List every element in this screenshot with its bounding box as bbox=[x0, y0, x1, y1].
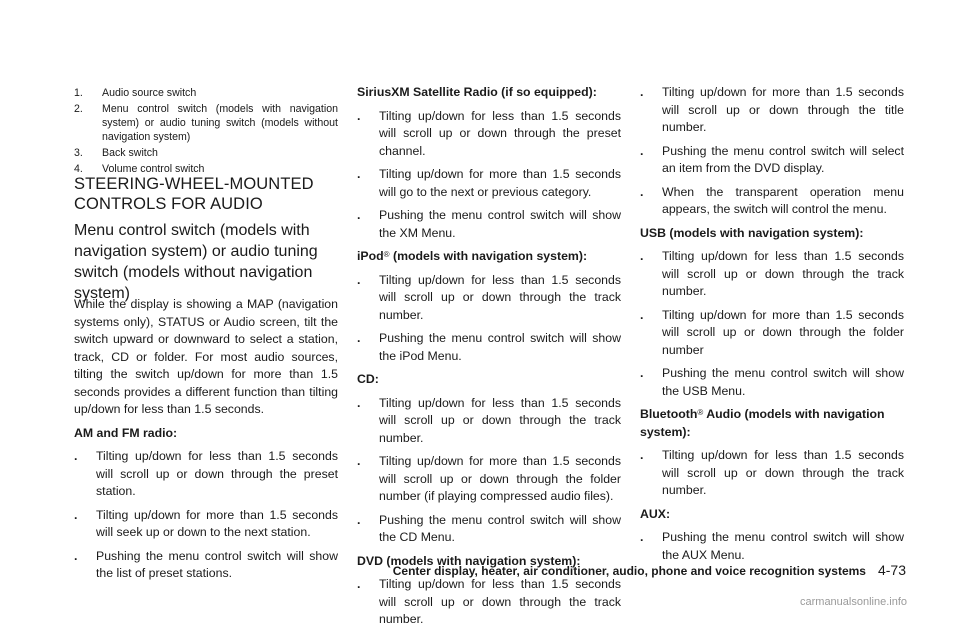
bullet: . bbox=[357, 108, 361, 123]
siriusxm-title: SiriusXM Satellite Radio (if so equipped): bbox=[357, 85, 597, 99]
list-item: . Tilting up/down for less than 1.5 seconds will scroll up or down through the track number. bbox=[357, 576, 621, 629]
bullet: . bbox=[640, 143, 644, 158]
aux-title: AUX: bbox=[640, 506, 671, 521]
bullet: . bbox=[640, 366, 644, 380]
dvd-title: DVD (models with navigation system): bbox=[357, 553, 581, 568]
list-item: . Pushing the menu control switch will show the XM Menu. bbox=[357, 207, 621, 242]
section-heading: STEERING-WHEEL-MOUNTED CONTROLS FOR AUDIO bbox=[74, 175, 314, 213]
bullet: . bbox=[640, 448, 644, 462]
list-item: . Tilting up/down for more than 1.5 seconds will seek up or down to the next station. bbox=[74, 507, 338, 542]
subsection-heading: Menu control switch (models with navigation system) or audio tuning switch (models without navigation system) bbox=[74, 222, 318, 302]
column-left-body bbox=[74, 296, 338, 589]
list-item: . Pushing the menu control switch will show the AUX Menu. bbox=[640, 529, 904, 564]
list-item: . Pushing the menu control switch will show the iPod Menu. bbox=[357, 330, 621, 365]
list-item: . When the transparent operation menu appears, the switch will control the menu. bbox=[640, 184, 904, 219]
list-item: . Pushing the menu control switch will show the CD Menu. bbox=[357, 512, 621, 547]
list-item: . Tilting up/down for less than 1.5 seconds will scroll up or down through the track number. bbox=[357, 395, 621, 448]
list-item: . Tilting up/down for less than 1.5 seconds will scroll up or down through the track number. bbox=[640, 248, 904, 301]
bullet: . bbox=[640, 184, 644, 199]
watermark: carmanualsonline.info bbox=[800, 596, 908, 608]
bullet: . bbox=[74, 507, 78, 522]
column-right-body bbox=[640, 84, 904, 570]
bullet: . bbox=[357, 577, 361, 591]
list-item: . Pushing the menu control switch will show the USB Menu. bbox=[640, 365, 904, 400]
list-item: . Tilting up/down for more than 1.5 seconds will go to the next or previous category. bbox=[357, 166, 621, 201]
bullet: . bbox=[640, 530, 644, 544]
list-item: . Tilting up/down for more than 1.5 seconds will scroll up or down through the title number. bbox=[640, 84, 904, 137]
am-fm-title: AM and FM radio: bbox=[74, 425, 178, 440]
column-middle-body bbox=[357, 84, 621, 635]
list-item: 1. Audio source switch bbox=[74, 87, 197, 99]
bullet: . bbox=[640, 249, 644, 263]
bullet: . bbox=[357, 167, 361, 181]
list-item: . Tilting up/down for more than 1.5 seconds will scroll up or down through the folder number bbox=[640, 307, 904, 360]
footer-chapter-title: Center display, heater, air conditioner, audio, phone and voice recognition systems bbox=[392, 564, 866, 578]
list-item: . Tilting up/down for less than 1.5 seconds will scroll up or down through the preset station. bbox=[74, 448, 338, 501]
list-item: . Tilting up/down for more than 1.5 seconds will scroll up or down through the folder number (if playing compressed audio files). bbox=[357, 453, 621, 506]
page-footer bbox=[386, 562, 906, 578]
bullet: . bbox=[357, 272, 361, 287]
cd-title: CD: bbox=[357, 372, 379, 386]
callout-list bbox=[74, 86, 338, 178]
ipod-title: iPod® (models with navigation system): bbox=[357, 249, 588, 263]
list-item: . Tilting up/down for less than 1.5 seconds will scroll up or down through the track number. bbox=[640, 447, 904, 500]
bullet: . bbox=[357, 395, 361, 410]
bullet: . bbox=[640, 85, 644, 99]
list-item: . Tilting up/down for less than 1.5 seconds will scroll up or down through the track number. bbox=[357, 272, 621, 325]
list-item: 4. Volume control switch bbox=[74, 163, 205, 175]
bullet: . bbox=[74, 548, 78, 563]
bullet: . bbox=[357, 331, 361, 345]
list-item: . Pushing the menu control switch will show the list of preset stations. bbox=[74, 548, 338, 583]
bullet: . bbox=[640, 307, 644, 322]
list-item: . Pushing the menu control switch will select an item from the DVD display. bbox=[640, 143, 904, 178]
page-number: 4-73 bbox=[877, 562, 906, 578]
bullet: . bbox=[357, 454, 361, 468]
usb-title: USB (models with navigation system): bbox=[640, 225, 864, 240]
bullet: . bbox=[357, 208, 361, 222]
list-item: 3. Back switch bbox=[74, 147, 158, 159]
list-item: . Tilting up/down for less than 1.5 seconds will scroll up or down through the preset channel. bbox=[357, 108, 621, 161]
list-item: 2. Menu control switch (models with navigation system) or audio tuning switch (models without navigation system) bbox=[74, 103, 338, 143]
intro-paragraph: While the display is showing a MAP (navigation systems only), STATUS or Audio screen, tilt the switch upward or downward to select a station, track, CD or folder. For most audio sources, tilting the switch up/down for more than 1.5 seconds provides a different function than tilting up/down for less than 1.5 seconds. bbox=[74, 297, 338, 416]
bullet: . bbox=[74, 449, 78, 463]
bullet: . bbox=[357, 512, 361, 527]
bluetooth-title: Bluetooth® Audio (models with navigation system): bbox=[640, 407, 885, 439]
